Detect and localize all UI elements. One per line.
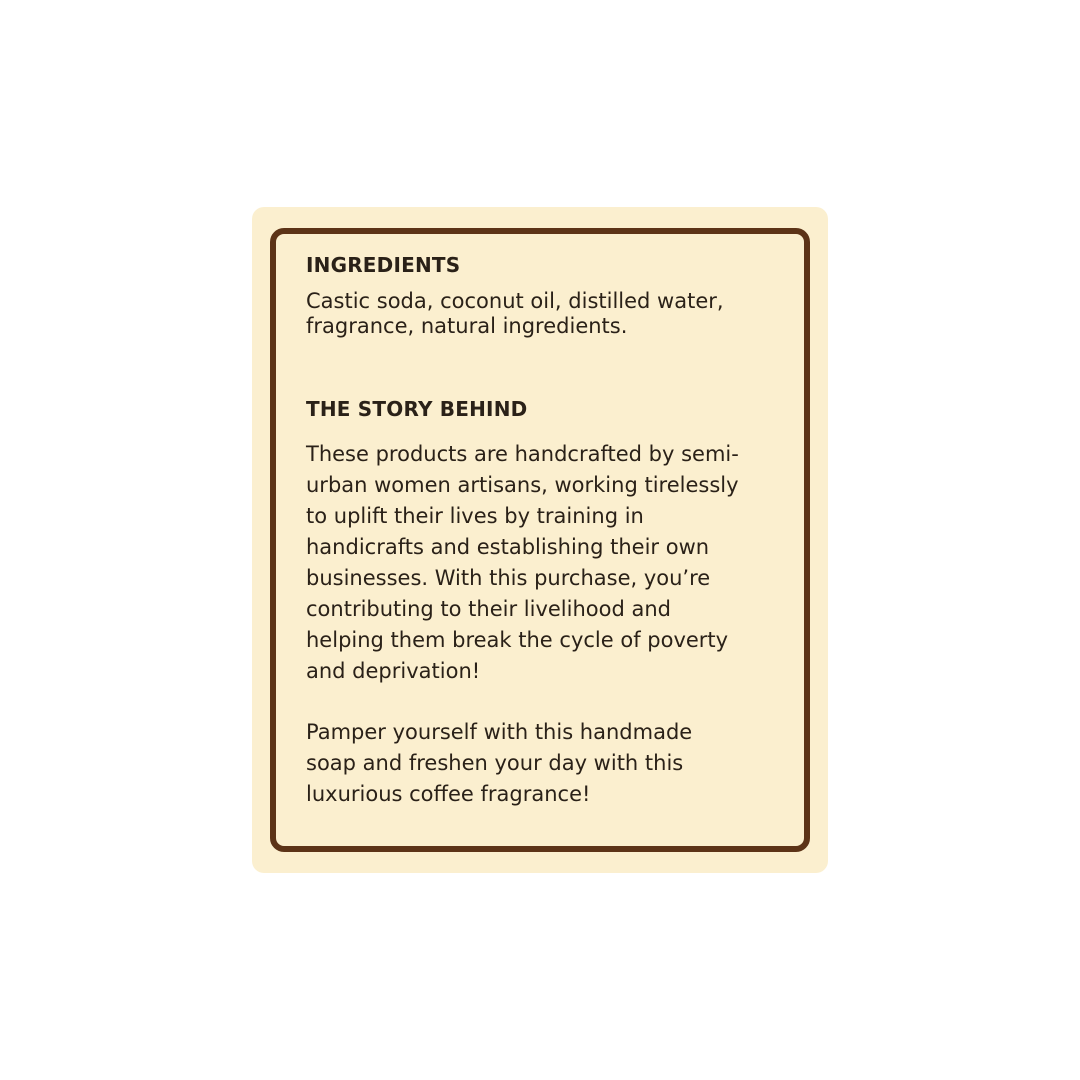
story-text: These products are handcrafted by semi- urban women artisans, working tirelessly to uplift their lives by training in handicrafts and establishing their own businesses. With this purchase, you’re contributing to their livelihood and helping them break the cycle of poverty and deprivation! [306,442,739,683]
closing-text: Pamper yourself with this handmade soap and freshen your day with this luxurious coffee fragrance! [306,720,693,806]
story-heading: THE STORY BEHIND [306,397,528,421]
ingredients-text: Castic soda, coconut oil, distilled water, fragrance, natural ingredients. [306,289,724,338]
ingredients-heading: INGREDIENTS [306,253,461,277]
